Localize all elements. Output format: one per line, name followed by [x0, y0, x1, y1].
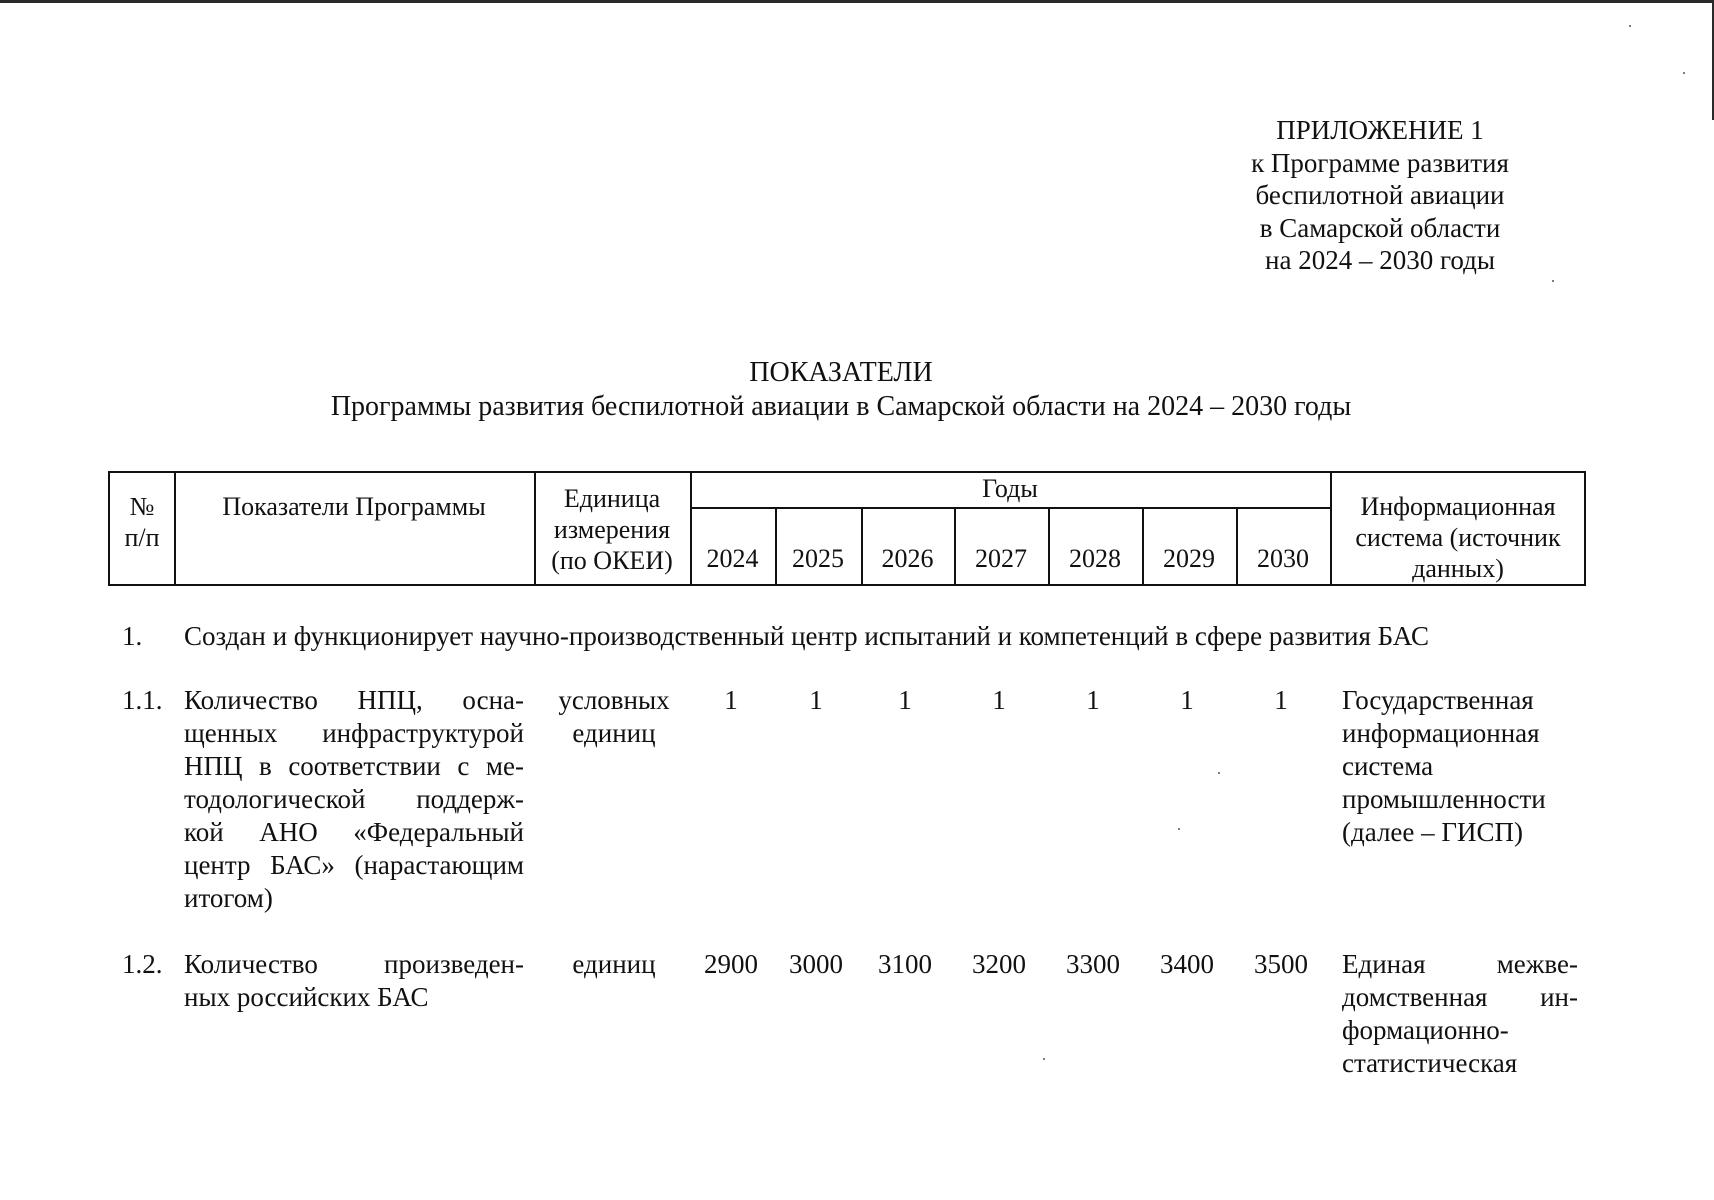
row-number: 1.2. — [122, 949, 163, 979]
header-year: 2029 — [1163, 544, 1215, 573]
appendix-line: на 2024 – 2030 годы — [1265, 245, 1495, 275]
row-value: 1 — [898, 685, 912, 715]
header-num: № п/п — [124, 492, 160, 552]
scan-speck — [1552, 280, 1554, 282]
table-header — [108, 471, 1586, 586]
row-value: 3100 — [878, 949, 932, 979]
header-indicators: Показатели Программы — [222, 492, 486, 521]
scan-speck — [1178, 828, 1180, 830]
row-value: 3200 — [972, 949, 1026, 979]
scan-speck — [1043, 1058, 1045, 1060]
header-year: 2024 — [706, 544, 759, 573]
header-source: Информационная система (источник данных) — [1355, 492, 1561, 583]
header-year: 2026 — [881, 544, 934, 573]
appendix-line: к Программе развития — [1251, 147, 1509, 178]
title-main: ПОКАЗАТЕЛИ — [749, 357, 933, 388]
years-divider — [692, 507, 1330, 509]
title-sub: Программы развития беспилотной авиации в Самарской области на 2024 – 2030 годы — [330, 391, 1352, 422]
row-value: 3300 — [1066, 949, 1120, 979]
row-indicator: Количество произведен- ных российских БАС — [184, 949, 524, 1012]
row-value: 3400 — [1160, 949, 1214, 979]
row-value: 1 — [992, 685, 1006, 715]
scan-edge-top — [0, 0, 1714, 3]
header-unit: Единица измерения (по ОКЕИ) — [551, 484, 673, 575]
header-year: 2028 — [1069, 544, 1121, 573]
appendix-line: беспилотной авиации — [1255, 180, 1505, 210]
row-unit: условных единиц — [558, 685, 670, 748]
appendix-line: в Самарской области — [1259, 212, 1501, 243]
appendix-block — [1200, 114, 1560, 277]
section-title: Создан и функционирует научно-производственный центр испытаний и компетенций в сфере развития БАС — [184, 621, 1429, 651]
scan-speck — [1629, 25, 1631, 27]
row-source: Государственная информационная система промышленности (далее – ГИСП) — [1342, 685, 1546, 847]
row-value: 1 — [1274, 685, 1288, 715]
scan-speck — [1683, 72, 1685, 74]
appendix-line: ПРИЛОЖЕНИЕ 1 — [1276, 115, 1484, 145]
row-value: 1 — [1180, 685, 1194, 715]
header-years: Годы — [982, 474, 1038, 503]
column-divider — [174, 473, 176, 584]
scan-speck — [1218, 772, 1220, 774]
section-number: 1. — [122, 621, 143, 651]
row-source: Единая межве- домственная ин- формационно- статистическая — [1342, 949, 1578, 1078]
row-value: 1 — [809, 685, 823, 715]
row-value: 3000 — [789, 949, 843, 979]
row-number: 1.1. — [122, 685, 163, 715]
row-value: 2900 — [704, 949, 758, 979]
header-year: 2027 — [975, 544, 1027, 573]
row-indicator: Количество НПЦ, осна- щенных инфраструктурой НПЦ в соответствии с ме- тодологической поддерж- кой АНО «Федеральный центр БАС» (нарастающим итогом) — [184, 685, 524, 913]
header-year: 2025 — [792, 544, 844, 573]
header-year: 2030 — [1257, 544, 1309, 573]
row-value: 1 — [1086, 685, 1100, 715]
document-title — [100, 356, 1582, 424]
row-unit: единиц — [572, 949, 656, 979]
row-value: 1 — [724, 685, 738, 715]
row-value: 3500 — [1254, 949, 1308, 979]
